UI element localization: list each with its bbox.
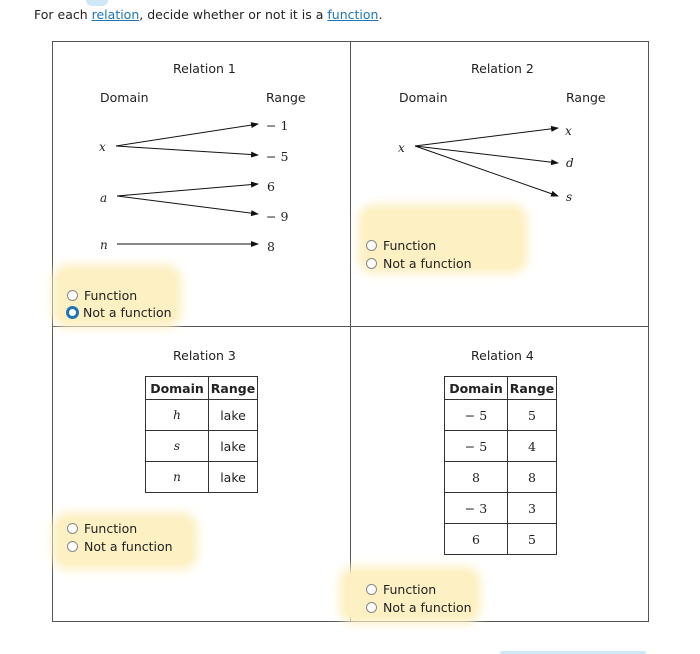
relation4-cell: 5 bbox=[508, 524, 557, 555]
relation2-option-not-function[interactable]: Not a function bbox=[366, 256, 472, 271]
relation2-range-item: d bbox=[566, 156, 574, 170]
table-row bbox=[445, 462, 557, 493]
relation3-table bbox=[145, 376, 258, 493]
relation1-domain-x: x bbox=[99, 140, 106, 154]
table-row bbox=[445, 431, 557, 462]
relation1-range-item: 6 bbox=[267, 179, 275, 194]
relation2-arrow bbox=[415, 146, 558, 163]
radio-unselected-icon[interactable] bbox=[366, 584, 377, 595]
relation1-arrow bbox=[117, 184, 258, 196]
table-row bbox=[445, 400, 557, 431]
relation3-cell: lake bbox=[209, 400, 258, 431]
relation3-cell: n bbox=[146, 462, 209, 493]
relation3-option-function[interactable]: Function bbox=[67, 521, 137, 536]
relation1-arrow bbox=[116, 124, 258, 146]
relation1-range-label: Range bbox=[266, 90, 306, 105]
relation1-range-item: 8 bbox=[267, 239, 275, 254]
relation4-cell: 8 bbox=[445, 462, 508, 493]
relation2-range-label: Range bbox=[566, 90, 606, 105]
relation3-column-range: Range bbox=[209, 377, 258, 400]
relation2-range-item: s bbox=[566, 190, 573, 204]
relation1-range-item: − 1 bbox=[266, 118, 289, 133]
relation3-option-not-function[interactable]: Not a function bbox=[67, 539, 173, 554]
relation2-arrow bbox=[415, 146, 558, 196]
relation4-option-function[interactable]: Function bbox=[366, 582, 436, 597]
relation1-option-not-function[interactable]: Not a function bbox=[66, 305, 172, 320]
relation2-arrow bbox=[415, 128, 558, 146]
relation4-title: Relation 4 bbox=[471, 348, 534, 363]
relation2-title: Relation 2 bbox=[471, 61, 534, 76]
relation2-option-function[interactable]: Function bbox=[366, 238, 436, 253]
table-row bbox=[146, 431, 258, 462]
radio-unselected-icon[interactable] bbox=[366, 602, 377, 613]
table-row bbox=[146, 400, 258, 431]
relation4-cell: 6 bbox=[445, 524, 508, 555]
relation1-arrow bbox=[116, 146, 258, 155]
relation1-domain-label: Domain bbox=[100, 90, 149, 105]
relation1-domain-n: n bbox=[100, 238, 108, 252]
relation3-cell: lake bbox=[209, 431, 258, 462]
relation4-cell: − 5 bbox=[445, 431, 508, 462]
relation2-domain-x: x bbox=[398, 141, 405, 155]
radio-unselected-icon[interactable] bbox=[67, 523, 78, 534]
relation4-cell: − 3 bbox=[445, 493, 508, 524]
relation4-column-range: Range bbox=[508, 377, 557, 400]
relation3-title: Relation 3 bbox=[173, 348, 236, 363]
relation4-cell: 5 bbox=[508, 400, 557, 431]
relation2-range-item: x bbox=[565, 124, 572, 138]
relation-link[interactable]: relation bbox=[91, 7, 140, 22]
relation1-range-item: − 9 bbox=[266, 209, 289, 224]
relation3-column-domain: Domain bbox=[146, 377, 209, 400]
relation4-cell: − 5 bbox=[445, 400, 508, 431]
relation3-cell: s bbox=[146, 431, 209, 462]
relation2-domain-label: Domain bbox=[399, 90, 448, 105]
radio-unselected-icon[interactable] bbox=[67, 541, 78, 552]
relation4-cell: 8 bbox=[508, 462, 557, 493]
relation1-range-item: − 5 bbox=[266, 149, 289, 164]
table-row bbox=[146, 462, 258, 493]
relation1-title: Relation 1 bbox=[173, 61, 236, 76]
function-link[interactable]: function bbox=[327, 7, 379, 22]
table-row bbox=[445, 493, 557, 524]
relation1-arrow bbox=[117, 196, 258, 214]
relation1-option-function[interactable]: Function bbox=[67, 288, 137, 303]
relation4-cell: 4 bbox=[508, 431, 557, 462]
prompt-text: For each relation, decide whether or not it is a function. bbox=[34, 7, 383, 22]
relation3-cell: lake bbox=[209, 462, 258, 493]
relation4-table bbox=[444, 376, 557, 555]
relation4-option-not-function[interactable]: Not a function bbox=[366, 600, 472, 615]
table-row bbox=[445, 524, 557, 555]
relation1-domain-a: a bbox=[100, 191, 108, 205]
relation4-cell: 3 bbox=[508, 493, 557, 524]
relation3-cell: h bbox=[146, 400, 209, 431]
relation4-column-domain: Domain bbox=[445, 377, 508, 400]
